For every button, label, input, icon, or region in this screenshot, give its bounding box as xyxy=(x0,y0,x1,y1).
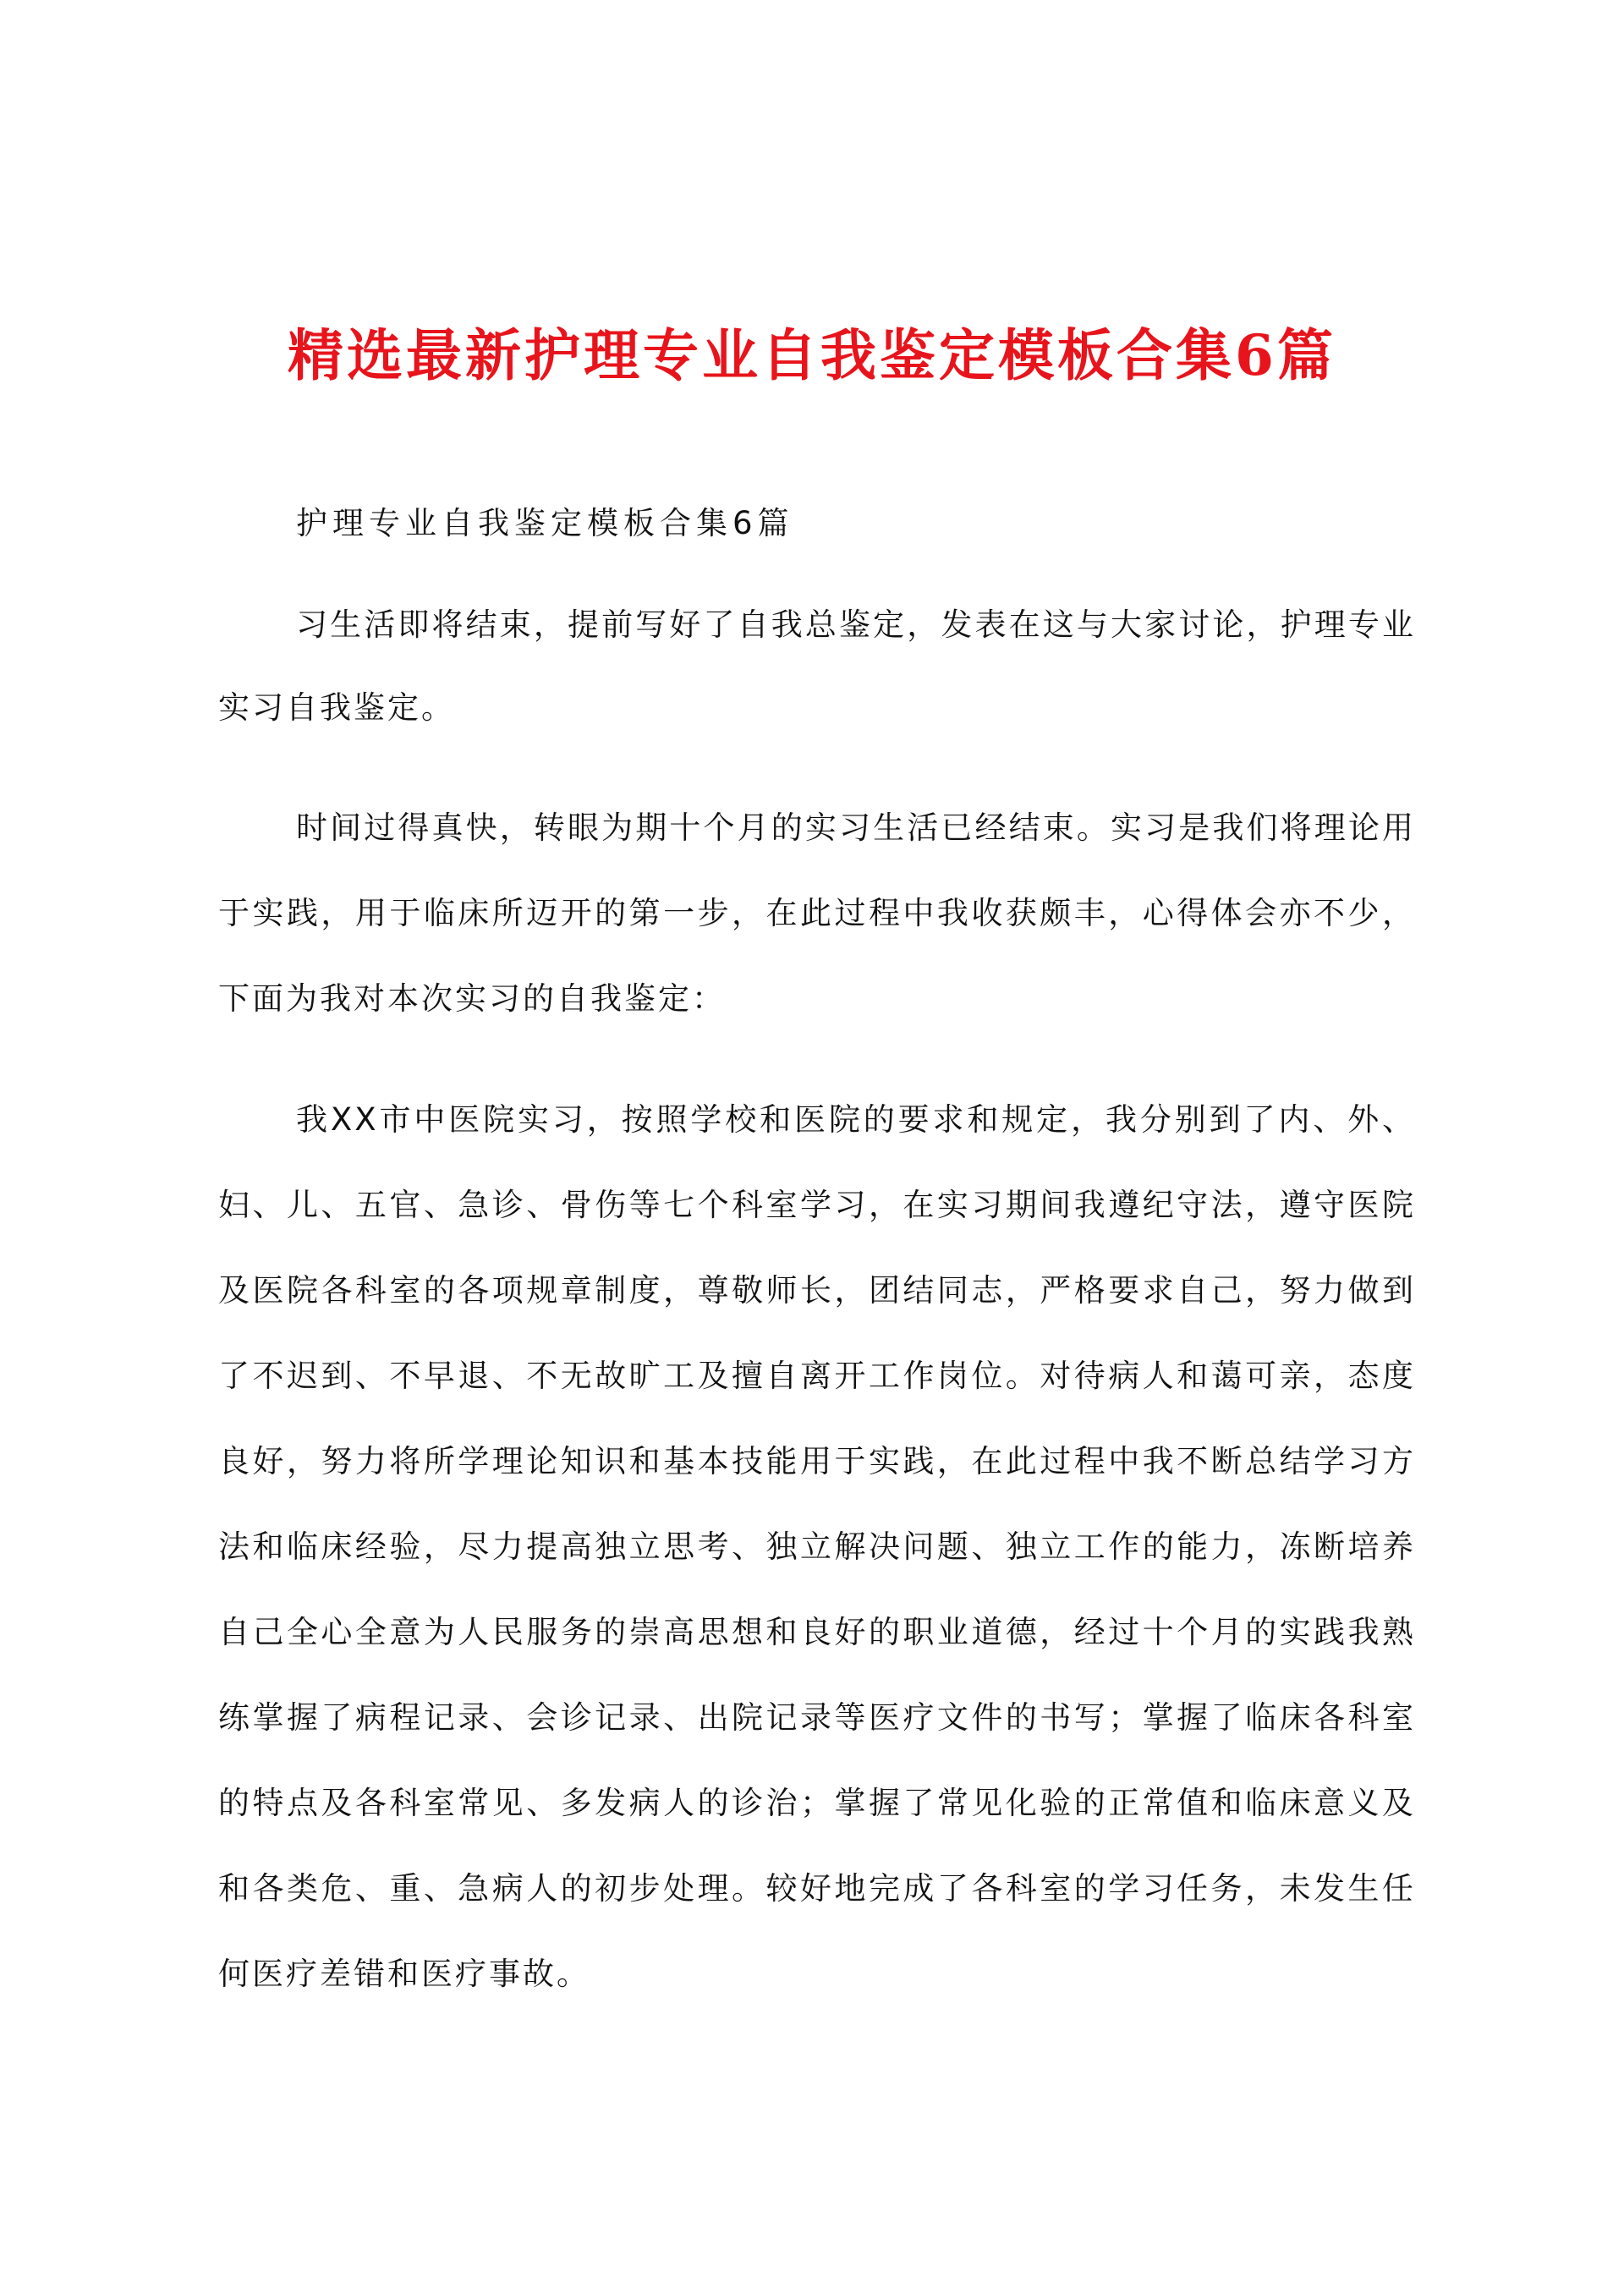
document-subtitle: 护理专业自我鉴定模板合集6篇 xyxy=(296,505,794,541)
paragraph-intro: 习生活即将结束，提前写好了自我总鉴定，发表在这与大家讨论，护理专业实习自我鉴定。 xyxy=(218,606,1416,726)
document-body xyxy=(218,499,1416,2052)
document-title: 精选最新护理专业自我鉴定模板合集6篇 xyxy=(288,322,1336,388)
paragraph-details: 我XX市中医院实习，按照学校和医院的要求和规定，我分别到了内、外、妇、儿、五官、急诊、骨伤等七个科室学习，在实习期间我遵纪守法，遵守医院及医院各科室的各项规章制度，尊敬师长，团结同志，严格要求自己，努力做到了不迟到、不早退、不无故旷工及擅自离开工作岗位。对待病人和蔼可亲，态度良好，努力将所学理论知识和基本技能用于实践，在此过程中我不断总结学习方法和临床经验，尽力提高独立思考、独立解决问题、独立工作的能力，冻断培养自己全心全意为人民服务的崇高思想和良好的职业道德，经过十个月的实践我熟练掌握了病程记录、会诊记录、出院记录等医疗文件的书写；掌握了临床各科室的特点及各科室常见、多发病人的诊治；掌握了常见化验的正常值和临床意义及和各类危、重、急病人的初步处理。较好地完成了各科室的学习任务，未发生任何医疗差错和医疗事故。 xyxy=(218,1101,1416,1992)
paragraph-overview: 时间过得真快，转眼为期十个月的实习生活已经结束。实习是我们将理论用于实践，用于临床所迈开的第一步，在此过程中我收获颇丰，心得体会亦不少，下面为我对本次实习的自我鉴定： xyxy=(218,809,1416,1017)
